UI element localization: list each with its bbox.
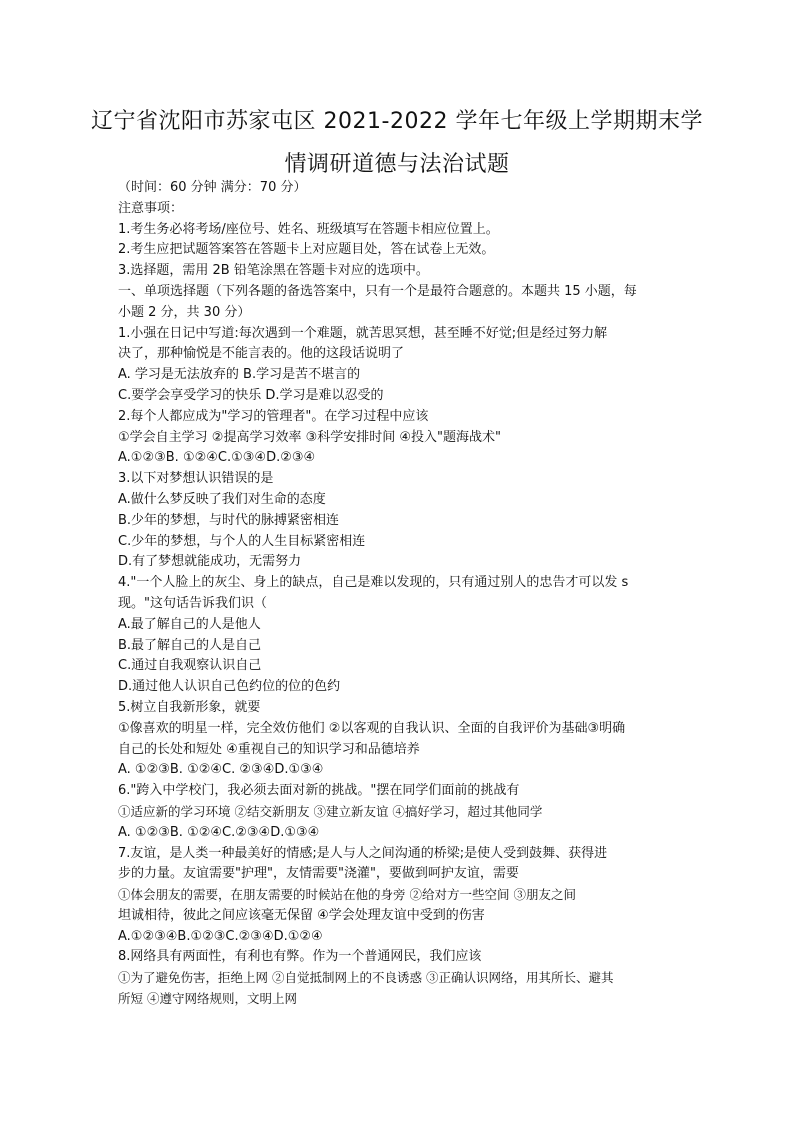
answer-options: A.①②③④B.①②③C.②③④D.①②④ (118, 928, 323, 944)
question-statements: 坦诚相待，彼此之间应该毫无保留 ④学会处理友谊中受到的伤害 (118, 907, 485, 923)
answer-options: A. ①②③B. ①②④C. ②③④D.①③④ (118, 762, 324, 778)
question-stem: 7.友谊，是人类一种最美好的情感;是人与人之间沟通的桥梁;是使人受到鼓舞、获得进 (118, 845, 608, 861)
question-statements: 自己的长处和短处 ④重视自己的知识学习和品德培养 (118, 741, 420, 757)
question-stem: 4."一个人脸上的灰尘、身上的缺点，自己是难以发现的，只有通过别人的忠告才可以发 s (118, 575, 629, 591)
question-stem: 2.每个人都应成为"学习的管理者"。在学习过程中应该 (118, 408, 429, 424)
question-statements: ①学会自主学习 ②提高学习效率 ③科学安排时间 ④投入"题海战术" (118, 429, 501, 445)
question-statements: ①体会朋友的需要，在朋友需要的时候站在他的身旁 ②给对方一些空间 ③朋友之间 (118, 887, 576, 903)
answer-option: A.最了解自己的人是他人 (118, 616, 261, 632)
question-statements: ①适应新的学习环境 ②结交新朋友 ③建立新友谊 ④搞好学习，超过其他同学 (118, 803, 543, 819)
section-heading: 小题 2 分，共 30 分） (118, 304, 251, 320)
document-title-line-1: 辽宁省沈阳市苏家屯区 2021-2022 学年七年级上学期期末学 (91, 109, 703, 134)
answer-option: B.少年的梦想，与时代的脉搏紧密相连 (118, 512, 340, 528)
answer-option: B.最了解自己的人是自己 (118, 637, 262, 653)
question-stem: 步的力量。友谊需要"护理"，友情需要"浇灌"，要做到呵护友谊，需要 (118, 866, 519, 882)
question-stem: 6."跨入中学校门，我必须去面对新的挑战。"摆在同学们面前的挑战有 (118, 783, 520, 799)
answer-options: A.①②③B. ①②④C.①③④D.②③④ (118, 450, 316, 466)
answer-options: C.要学会享受学习的快乐 D.学习是难以忍受的 (118, 387, 384, 403)
answer-option: C.通过自我观察认识自己 (118, 658, 262, 674)
answer-option: A.做什么梦反映了我们对生命的态度 (118, 491, 326, 507)
notice-item: 2.考生应把试题答案答在答题卡上对应题目处，答在试卷上无效。 (118, 242, 495, 258)
notice-heading: 注意事项： (118, 200, 184, 216)
notice-item: 1.考生务必将考场/座位号、姓名、班级填写在答题卡相应位置上。 (118, 221, 499, 237)
answer-option: C.少年的梦想，与个人的人生目标紧密相连 (118, 533, 366, 549)
question-stem: 8.网络具有两面性，有利也有弊。作为一个普通网民，我们应该 (118, 949, 482, 965)
question-statements: ①为了避免伤害，拒绝上网 ②自觉抵制网上的不良诱惑 ③正确认识网络，用其所长、避其 (118, 970, 614, 986)
document-body (118, 178, 683, 1010)
question-stem: 现。"这句话告诉我们识（ (118, 595, 267, 611)
document-title-line-2: 情调研道德与法治试题 (284, 152, 510, 177)
exam-time-info: （时间：60 分钟 满分：70 分） (118, 180, 307, 195)
question-stem: 决了，那种愉悦是不能言表的。他的这段话说明了 (118, 346, 405, 362)
answer-option: D.有了梦想就能成功，无需努力 (118, 554, 302, 570)
section-heading: 一、单项选择题（下列各题的备选答案中，只有一个是最符合题意的。本题共 15 小题，每 (118, 283, 637, 299)
answer-option: D.通过他人认识自己色约位的位的色约 (118, 679, 341, 695)
question-stem: 5.树立自我新形象，就要 (118, 699, 261, 715)
notice-item: 3.选择题，需用 2B 铅笔涂黑在答题卡对应的选项中。 (118, 263, 429, 279)
answer-options: A. 学习是无法放弃的 B.学习是苦不堪言的 (118, 367, 361, 383)
question-statements: 所短 ④遵守网络规则，文明上网 (118, 991, 297, 1007)
answer-options: A. ①②③B. ①②④C.②③④D.①③④ (118, 824, 320, 840)
question-statements: ①像喜欢的明星一样，完全效仿他们 ②以客观的自我认识、全面的自我评价为基础③明确 (118, 720, 626, 736)
question-stem: 3.以下对梦想认识错误的是 (118, 471, 274, 487)
question-stem: 1.小强在日记中写道:每次遇到一个难题，就苦思冥想，甚至睡不好觉;但是经过努力解 (118, 325, 608, 341)
